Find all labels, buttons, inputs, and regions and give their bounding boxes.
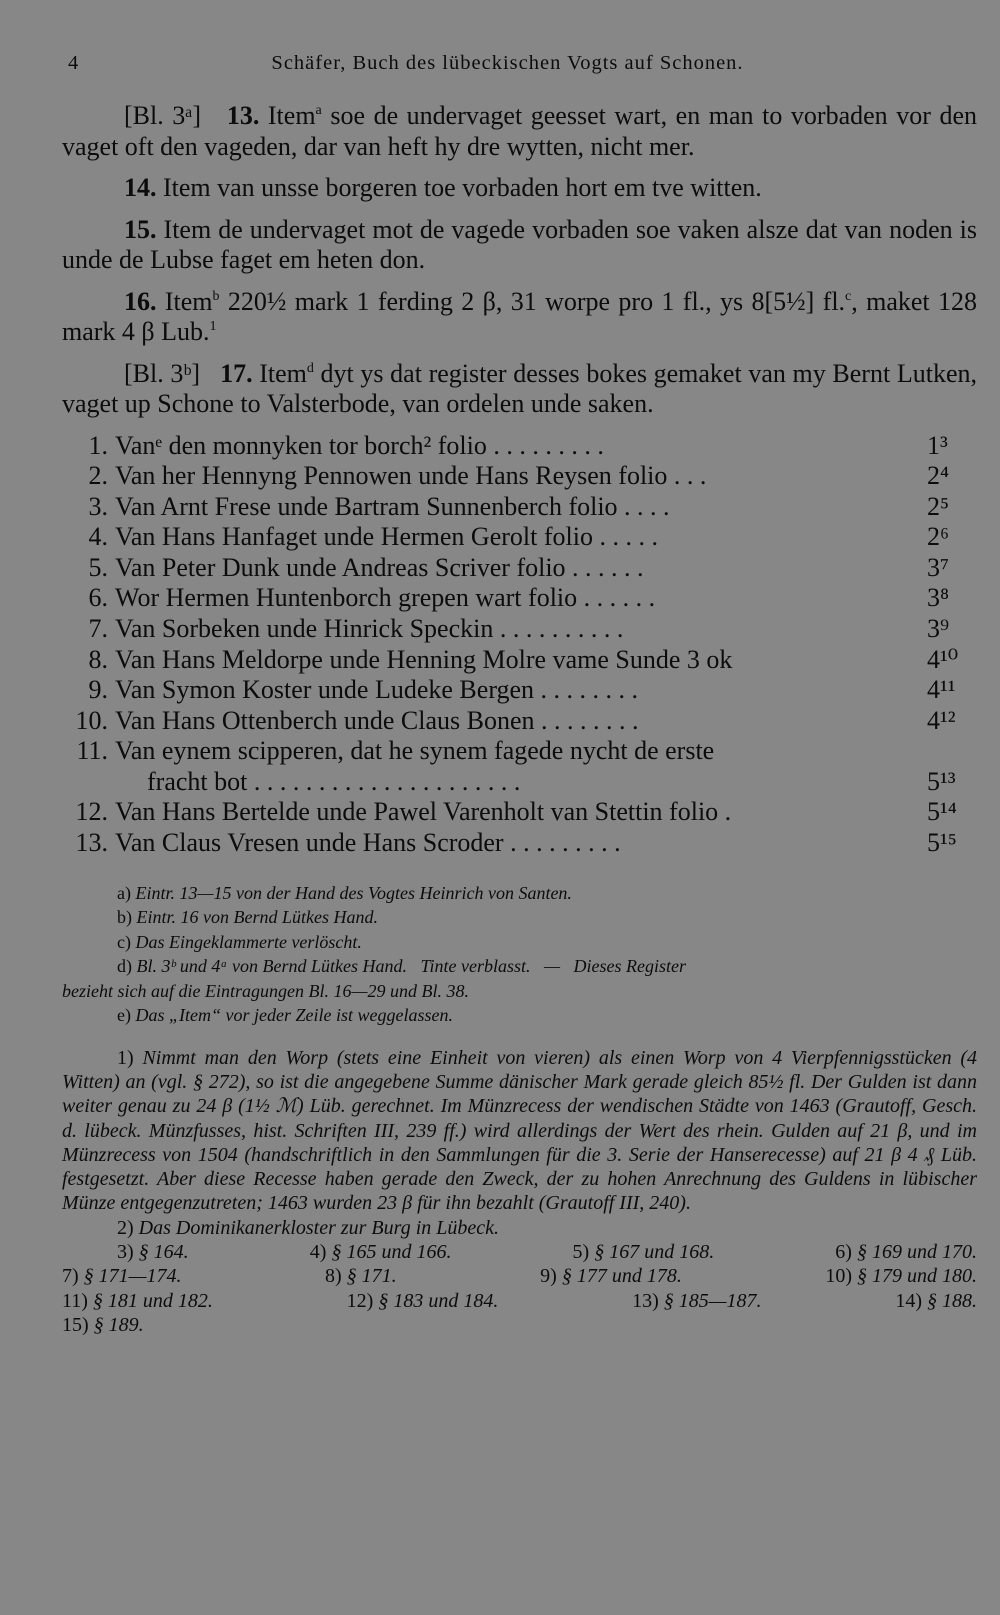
entry-17 <box>62 359 977 420</box>
list-item <box>62 675 977 706</box>
note-mark: a <box>315 103 322 118</box>
note-label: b) <box>117 907 132 928</box>
item-text: Van Hans Meldorpe unde Henning Molre vame Sunde 3 ok <box>115 644 733 674</box>
item-text: Wor Hermen Huntenborch grepen wart folio . . . . . . <box>115 583 656 613</box>
entry-text: Item van unsse borgeren toe vorbaden hort em tve witten. <box>156 173 762 202</box>
entry-number: 17. <box>220 358 253 388</box>
item-text: Van Hans Bertelde unde Pawel Varenholt van Stettin folio . <box>115 797 732 827</box>
item-folio: 5¹³ <box>927 766 956 796</box>
item-number: 11. <box>76 736 108 766</box>
item-number: 7. <box>88 614 108 644</box>
list-item <box>62 492 977 523</box>
entry-15 <box>62 215 977 276</box>
item-text-block <box>108 736 927 797</box>
entry-text: , maket 128 mark 4 β Lub. <box>62 286 978 346</box>
entry-text: dyt ys dat register desses bokes gemaket van my Bernt Lutken, vaget up Schone to Valsterbode, van ordelen unde saken. <box>62 358 977 418</box>
footnote-row <box>62 1289 977 1313</box>
item-folio: 5¹⁴ <box>927 797 957 827</box>
list-item <box>62 706 977 737</box>
item-number: 12. <box>75 797 108 827</box>
item-text: Van Hans Hanfaget unde Hermen Gerolt folio . . . . . <box>115 522 658 552</box>
footnote-label: 2) <box>117 1216 134 1239</box>
note-mark: c <box>845 288 852 304</box>
list-item <box>62 431 977 462</box>
list-item <box>62 583 977 614</box>
item-number: 1. <box>88 430 108 460</box>
folio-ref: [Bl. 3ᵃ] <box>124 101 202 130</box>
note-text: Eintr. 16 von Bernd Lütkes Hand. <box>136 907 378 928</box>
item-text: Van Symon Koster unde Ludeke Bergen . . . . . . . . <box>115 675 639 705</box>
main-text <box>62 101 977 859</box>
item-text: Van eynem scipperen, dat he synem fagede nycht de erste <box>115 736 715 766</box>
list-item <box>62 553 977 584</box>
item-folio: 2⁴ <box>927 461 950 491</box>
footnote-ref: 4) § 165 und 166. <box>309 1241 452 1263</box>
item-text: Van Claus Vresen unde Hans Scroder . . . . . . . . . <box>115 828 621 858</box>
list-item <box>62 645 977 676</box>
footnote-text: Das Dominikanerkloster zur Burg in Lübeck. <box>138 1216 500 1239</box>
footnote-ref: 9) § 177 und 178. <box>540 1265 682 1288</box>
footnote-ref: 7) § 171—174. <box>62 1265 182 1288</box>
footnote-ref: 6) § 169 und 170. <box>835 1241 977 1263</box>
textual-notes <box>62 881 977 1028</box>
footnote-ref: 11) § 181 und 182. <box>62 1289 213 1312</box>
note-text: Bl. 3ᵇ und 4ᵃ von Bernd Lütkes Hand. Tinte verblasst. — Dieses Register <box>136 956 686 977</box>
textual-note <box>117 930 977 955</box>
textual-note <box>117 905 977 930</box>
item-text: Van Sorbeken unde Hinrick Speckin . . . . . . . . . . <box>115 614 624 644</box>
note-text: Das „Item“ vor jeder Zeile ist weggelassen. <box>135 1005 453 1026</box>
footnote-ref: 5) § 167 und 168. <box>572 1241 715 1263</box>
footnote-row <box>62 1264 977 1288</box>
item-folio: 5¹⁵ <box>927 828 957 858</box>
footnote-row <box>62 1313 977 1337</box>
footnote-ref: 12) § 183 und 184. <box>346 1289 499 1312</box>
list-item <box>62 797 977 828</box>
entry-number: 14. <box>124 173 157 202</box>
item-folio: 3⁷ <box>927 552 950 582</box>
entry-text: Item de undervaget mot de vagede vorbaden soe vaken alsze dat van noden is unde de Lubse faget em heten don. <box>62 214 977 274</box>
document-page <box>62 52 977 1337</box>
folio-ref: [Bl. 3ᵇ] <box>124 358 201 388</box>
list-item <box>62 461 977 492</box>
footnote-2 <box>62 1216 977 1240</box>
list-item <box>62 614 977 645</box>
item-folio: 1³ <box>927 430 948 460</box>
textual-note <box>117 881 977 906</box>
footnote-ref: 8) § 171. <box>324 1265 397 1288</box>
footnote-mark: 1 <box>209 319 217 334</box>
item-number: 4. <box>88 522 108 552</box>
running-title: Schäfer, Buch des lübeckischen Vogts auf Schonen. <box>271 52 744 74</box>
entry-13 <box>62 101 977 162</box>
entry-word: Item <box>259 358 307 388</box>
footnote-label: 1) <box>117 1046 134 1069</box>
item-folio: 4¹¹ <box>927 675 956 705</box>
entry-word: Item <box>164 286 213 316</box>
item-folio: 4¹² <box>927 705 956 735</box>
footnote-ref: 14) § 188. <box>895 1289 977 1312</box>
item-text-continued: fracht bot . . . . . . . . . . . . . . . . . . . . . <box>147 766 521 796</box>
entry-number: 15. <box>124 214 157 244</box>
item-text: Van Hans Ottenberch unde Claus Bonen . . . . . . . . <box>115 705 639 735</box>
entry-number: 13. <box>226 101 260 130</box>
note-mark: b <box>212 288 220 304</box>
item-folio: 3⁹ <box>927 614 950 644</box>
footnote-ref: 3) § 164. <box>117 1241 189 1263</box>
footnote-ref: 15) § 189. <box>62 1313 144 1336</box>
item-folio: 3⁸ <box>927 583 950 613</box>
note-label: e) <box>117 1005 131 1026</box>
item-number: 9. <box>88 675 108 705</box>
item-folio: 4¹⁰ <box>927 644 959 674</box>
textual-note <box>117 1003 977 1028</box>
item-number: 5. <box>88 552 108 582</box>
entry-text: soe de undervaget geesset wart, en man to vorbaden vor den vaget oft den vageden, dar van heft hy dre wytten, nicht mer. <box>62 101 978 161</box>
footnotes <box>62 1046 977 1338</box>
item-number: 2. <box>88 461 108 491</box>
register-list <box>62 431 977 859</box>
item-text: Van Arnt Frese unde Bartram Sunnenberch folio . . . . <box>115 491 670 521</box>
note-label: c) <box>117 931 131 952</box>
textual-note <box>117 954 977 979</box>
footnote-ref: 10) § 179 und 180. <box>825 1265 977 1288</box>
running-header <box>62 52 977 75</box>
item-folio: 2⁵ <box>927 491 950 521</box>
note-text: Das Eingeklammerte verlöscht. <box>135 931 362 952</box>
entry-number: 16. <box>124 286 157 316</box>
item-text: Van her Hennyng Pennowen unde Hans Reysen folio . . . <box>115 461 707 491</box>
item-folio: 2⁶ <box>927 522 950 552</box>
entry-word: Item <box>267 101 316 130</box>
footnote-row <box>62 1240 977 1264</box>
note-label: d) <box>117 956 132 977</box>
item-number: 13. <box>75 828 108 858</box>
entry-text: 220½ mark 1 ferding 2 β, 31 worpe pro 1 fl., ys 8[5½] fl. <box>219 286 846 316</box>
note-text: Eintr. 13—15 von der Hand des Vogtes Heinrich von Santen. <box>135 882 572 903</box>
entry-16 <box>62 287 977 348</box>
item-number: 10. <box>75 705 108 735</box>
item-number: 8. <box>88 644 108 674</box>
item-number: 3. <box>88 491 108 521</box>
note-mark: d <box>306 360 314 376</box>
footnote-ref: 13) § 185—187. <box>632 1289 762 1312</box>
list-item <box>62 522 977 553</box>
item-text: Van Peter Dunk unde Andreas Scriver folio . . . . . . <box>115 552 644 582</box>
list-item <box>62 736 977 797</box>
footnote-text: Nimmt man den Worp (stets eine Einheit von vieren) als einen Worp von 4 Vierpfennigsstücken (4 Witten) an (vgl. § 272), so ist die angegebene Summe dänischer Mark gerade gleich 85½ fl. Der Gulden ist dann weiter genau zu 24 β (1½ ℳ) Lüb. gerechnet. Im Münzrecess der wendischen Städte von 1463 (Grautoff, Gesch. d. lübeck. Münzfusses, hist. Schriften III, 239 ff.) wird allerdings der Wert des rhein. Gulden auf 21 β, und im Münzrecess von 1504 (handschriftlich in den Sammlungen für die 3. Serie der Hanserecesse) auf 21 β 4 ₰ Lüb. festgesetzt. Aber diese Recesse haben gerade den Zweck, der zu hohen Anrechnung des Guldens in lübischer Münze entgegenzutreten; 1463 wurden 23 β für ihn bezahlt (Grautoff III, 240). <box>62 1046 978 1215</box>
list-item <box>62 828 977 859</box>
entry-14 <box>62 173 977 204</box>
page-number: 4 <box>68 52 79 74</box>
note-label: a) <box>117 882 131 903</box>
footnote-references <box>62 1240 977 1337</box>
item-text: Vanᵉ den monnyken tor borch² folio . . . . . . . . . <box>115 430 604 460</box>
item-number: 6. <box>88 583 108 613</box>
note-text-continued: bezieht sich auf die Eintragungen Bl. 16—29 und Bl. 38. <box>62 980 469 1001</box>
footnote-1 <box>62 1046 977 1216</box>
